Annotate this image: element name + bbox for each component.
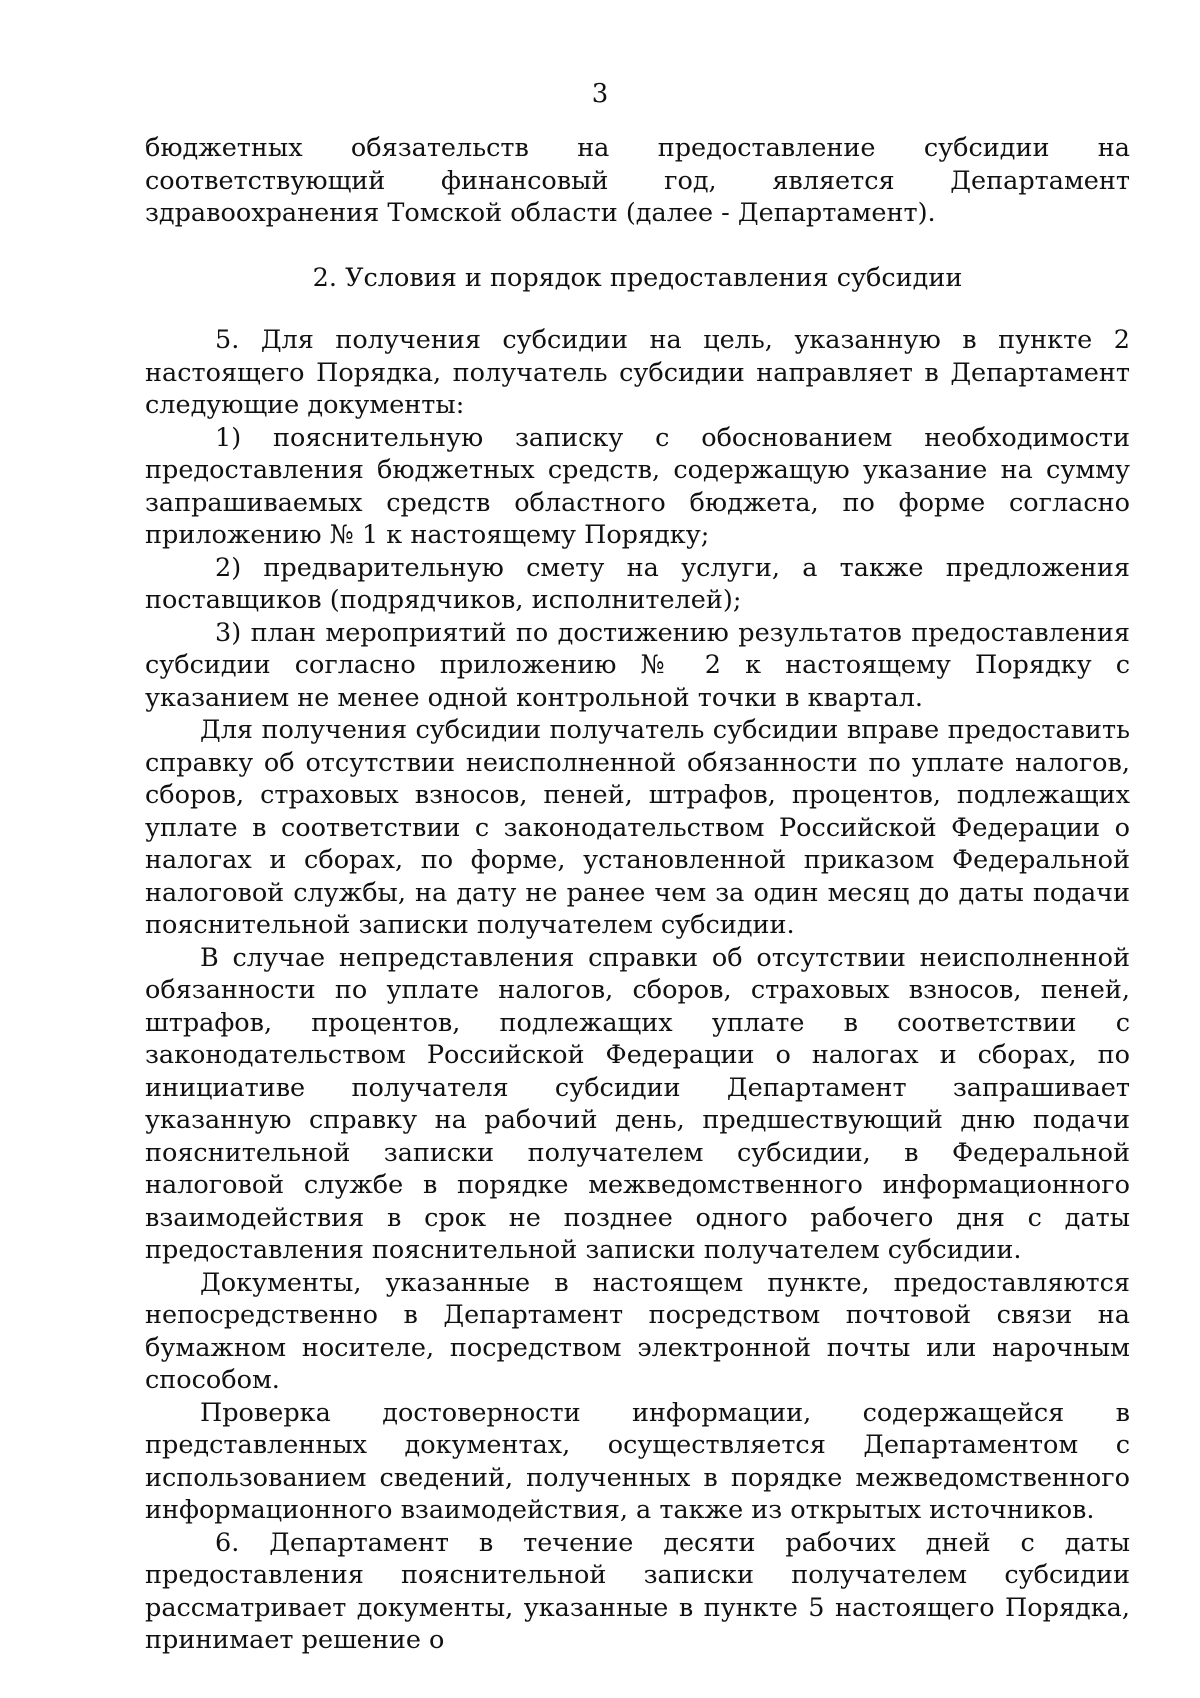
paragraph-item-5: 5. Для получения субсидии на цель, указанную в пункте 2 настоящего Порядка, получатель субсидии направляет в Департамент следующие документы: [145, 325, 1130, 420]
paragraph-item-6: 6. Департамент в течение десяти рабочих дней с даты предоставления пояснительной записки получателем субсидии рассматривает документы, указанные в пункте 5 настоящего Порядка, принимает решение о [145, 1527, 1130, 1655]
paragraph-item-5-2: 2) предварительную смету на услуги, а также предложения поставщиков (подрядчиков, исполнителей); [145, 552, 1130, 615]
page-number: 3 [591, 79, 609, 109]
paragraph-tax-certificate: Для получения субсидии получатель субсидии вправе предоставить справку об отсутствии неисполненной обязанности по уплате налогов, сборов, страховых взносов, пеней, штрафов, процентов, подлежащих уплате в соответствии с законодательством Российской Федерации о налогах и сборах, по форме, установленной приказом Федеральной налоговой службы, на дату не ранее чем за один месяц до даты подачи пояснительной записки получателем субсидии. [145, 715, 1130, 940]
paragraph-verification: Проверка достоверности информации, содержащейся в представленных документах, осуществляется Департаментом с использованием сведений, полученных в порядке межведомственного информационного взаимодействия, а также из открытых источников. [145, 1397, 1130, 1525]
paragraph-no-certificate: В случае непредставления справки об отсутствии неисполненной обязанности по уплате налогов, сборов, страховых взносов, пеней, штрафов, процентов, подлежащих уплате в соответствии с законодательством Российской Федерации о налогах и сборах, по инициативе получателя субсидии Департамент запрашивает указанную справку на рабочий день, предшествующий дню подачи пояснительной записки получателем субсидии, в Федеральной налоговой службе в порядке межведомственного информационного взаимодействия в срок не позднее одного рабочего дня с даты предоставления пояснительной записки получателем субсидии. [145, 942, 1130, 1265]
paragraph-continuation: бюджетных обязательств на предоставление субсидии на соответствующий финансовый год, является Департамент здравоохранения Томской области (далее - Департамент). [145, 133, 1130, 228]
document-body [145, 132, 1130, 1657]
paragraph-item-5-3: 3) план мероприятий по достижению результатов предоставления субсидии согласно приложению № 2 к настоящему Порядку с указанием не менее одной контрольной точки в квартал. [145, 617, 1130, 713]
paragraph-document-submission: Документы, указанные в настоящем пункте, предоставляются непосредственно в Департамент посредством почтовой связи на бумажном носителе, посредством электронной почты или нарочным способом. [145, 1267, 1130, 1395]
section-title: 2. Условия и порядок предоставления субсидии [312, 262, 963, 293]
paragraph-item-5-1: 1) пояснительную записку с обоснованием необходимости предоставления бюджетных средств, содержащую указание на сумму запрашиваемых средств областного бюджета, по форме согласно приложению № 1 к настоящему Порядку; [145, 422, 1130, 550]
